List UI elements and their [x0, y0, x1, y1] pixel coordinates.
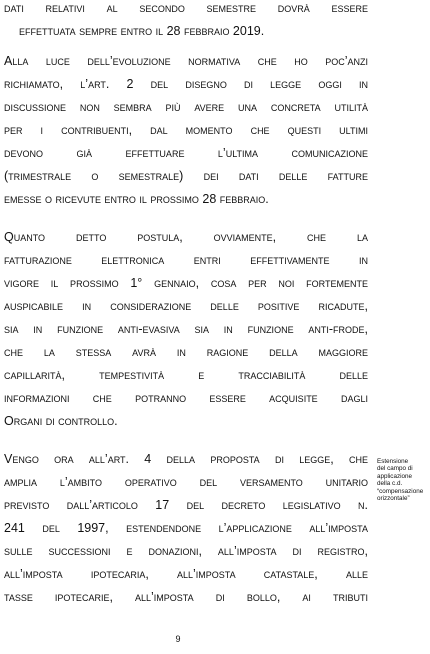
text-line: richiamato, l’art. 2 del disegno di legge oggi in [4, 77, 368, 91]
text-line: fatturazione elettronica entri effettivamente in [4, 253, 368, 267]
text-line: discussione non sembra più avere una concreta utilità [4, 100, 368, 114]
margin-note-line: del campo di [377, 465, 413, 473]
text-line: auspicabile in considerazione delle positive ricadute, [4, 299, 368, 313]
margin-note-line: applicazione [377, 472, 413, 480]
text-line: (trimestrale o semestrale) dei dati delle fatture [4, 169, 368, 183]
text-line: capillarità, tempestività e tracciabilità delle [4, 368, 368, 382]
paragraph-2 [4, 50, 368, 211]
text-line: amplia l’ambito operativo del versamento unitario [4, 475, 368, 489]
text-line: per i contribuenti, dal momento che questi ultimi [4, 123, 368, 137]
text-line: che la stessa avrà in ragione della maggiore [4, 345, 368, 359]
paragraph-1 [4, 0, 368, 43]
text-line: sulle successioni e donazioni, all’imposta di registro, [4, 544, 368, 558]
text-line: Quanto detto postula, ovviamente, che la [4, 230, 368, 244]
margin-note-line: della c.d. [377, 480, 403, 488]
margin-note-line: orizzontale” [377, 495, 410, 503]
margin-note [377, 458, 429, 502]
text-line: Alla luce dell’evoluzione normativa che ho poc’anzi [4, 54, 368, 68]
text-line: tasse ipotecarie, all’imposta di bollo, ai tributi [4, 590, 368, 604]
text-line: Organi di controllo. [4, 414, 118, 428]
text-line: effettuata sempre entro il 28 febbraio 2019. [19, 24, 265, 38]
text-line: devono già effettuare l’ultima comunicazione [4, 146, 368, 160]
text-line: emesse o ricevute entro il prossimo 28 febbraio. [4, 192, 269, 206]
margin-note-line: Estensione [377, 458, 409, 465]
paragraph-4 [4, 448, 368, 609]
paragraph-3 [4, 226, 368, 433]
text-line: vigore il prossimo 1° gennaio, cosa per noi fortemente [4, 276, 368, 290]
text-line: 241 del 1997, estendendone l’applicazione all’imposta [4, 521, 368, 535]
margin-note-line: “compensazione [377, 487, 424, 495]
text-line: Vengo ora all’art. 4 della proposta di legge, che [4, 452, 368, 466]
page-number: 9 [175, 634, 181, 644]
text-line: sia in funzione anti-evasiva sia in funzione anti-frode, [4, 322, 368, 336]
text-line: previsto dall’articolo 17 del decreto legislativo n. [4, 498, 368, 512]
text-line: informazioni che potranno essere acquisite dagli [4, 391, 368, 405]
text-line: all’imposta ipotecaria, all’imposta catastale, alle [4, 567, 368, 581]
text-line: dati relativi al secondo semestre dovrà essere [4, 1, 368, 15]
